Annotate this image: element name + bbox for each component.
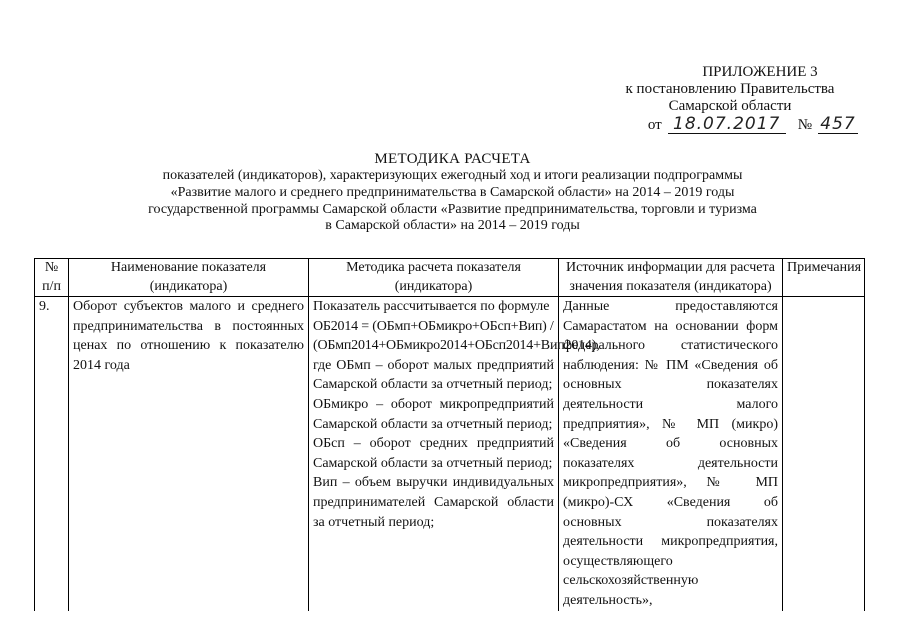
appendix-title: ПРИЛОЖЕНИЕ 3: [702, 64, 818, 80]
subtitle-line: показателей (индикаторов), характеризующих ежегодный ход и итоги реализации подпрограммы: [162, 168, 743, 183]
row-notes: [783, 297, 865, 611]
handwritten-number: 457: [818, 116, 858, 134]
table-row: [35, 297, 865, 611]
method-intro: Показатель рассчитывается по формуле: [313, 299, 550, 314]
appendix-line-2: к постановлению Правительства: [625, 81, 835, 97]
header-notes: Примечания: [783, 259, 865, 297]
formula-line-2: (ОБмп2014+ОБмикро2014+ОБсп2014+Вип2014),: [313, 338, 600, 354]
handwritten-date: 18.07.2017: [668, 116, 786, 134]
formula-line-1: ОБ2014 = (ОБмп+ОБмикро+ОБсп+Вип) /: [313, 318, 554, 334]
document-subtitle: [60, 168, 845, 235]
row-source: Данные предоставляются Самарастатом на основании форм федерального статистического наблюдения: № ПМ «Сведения об основных показателях деятельности малого предприятия», № МП (микро) «Сведения об основных показателях деятельности микропредприятия», № МП (микро)-СХ «Сведения об основных показателях деятельности микропредприятия, осуществляющего сельскохозяйственную деятельность»,: [559, 297, 783, 611]
definition-small: где ОБмп – оборот малых предприятий Самарской области за отчетный период;: [313, 357, 554, 393]
from-label: от: [647, 117, 662, 133]
header-number: № п/п: [35, 259, 69, 297]
row-method: [309, 297, 600, 611]
number-label: №: [797, 117, 812, 133]
appendix-line-3: Самарской области: [668, 98, 792, 114]
appendix-date-line: [600, 116, 860, 134]
row-indicator-name: Оборот субъектов малого и среднего предпринимательства в постоянных ценах по отношению к показателю 2014 года: [69, 297, 309, 611]
table-header-row: [35, 259, 865, 297]
subtitle-line: государственной программы Самарской области «Развитие предпринимательства, торговли и туризма: [148, 201, 757, 217]
document-title: МЕТОДИКА РАСЧЕТА: [374, 151, 531, 167]
header-source: Источник информации для расчета значения показателя (индикатора): [559, 259, 783, 297]
header-indicator-name: Наименование показателя (индикатора): [69, 259, 309, 297]
header-method: Методика расчета показателя (индикатора): [309, 259, 559, 297]
row-number: 9.: [35, 297, 69, 611]
methodology-table: [34, 258, 865, 611]
definition-micro: ОБмикро – оборот микропредприятий Самарской области за отчетный период;: [313, 396, 554, 432]
definition-entrepreneurs: Вип – объем выручки индивидуальных предпринимателей Самарской области за отчетный период;: [313, 475, 554, 530]
definition-medium: ОБсп – оборот средних предприятий Самарской области за отчетный период;: [313, 436, 554, 471]
subtitle-line: в Самарской области» на 2014 – 2019 годы: [325, 218, 580, 234]
subtitle-line: «Развитие малого и среднего предпринимательства в Самарской области» на 2014 – 2019 годы: [170, 184, 735, 200]
appendix-block: [600, 64, 860, 134]
